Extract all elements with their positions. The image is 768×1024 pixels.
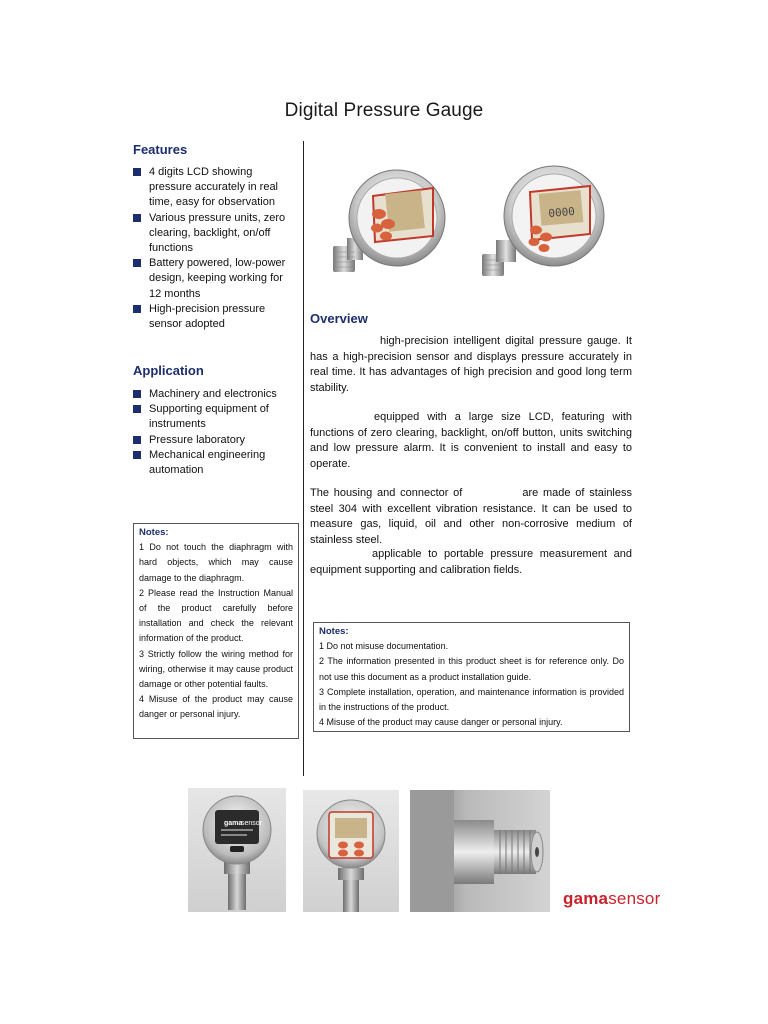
list-item: Mechanical engineering automation: [133, 448, 295, 478]
gauge-back-photo: [188, 788, 286, 912]
bullet-square-icon: [133, 305, 141, 313]
note-item: 4 Misuse of the product may cause danger or personal injury.: [319, 717, 563, 728]
application-heading: Application: [133, 363, 204, 378]
notes-heading: Notes:: [319, 626, 349, 637]
notes-heading: Notes:: [139, 527, 169, 538]
overview-paragraph-4: applicable to portable pressure measurement and equipment supporting and calibration fields.: [310, 548, 632, 576]
bullet-square-icon: [133, 436, 141, 444]
note-item: 2 Please read the Instruction Manual of the product carefully before installation and check the relevant information of the product.: [139, 587, 293, 644]
list-item: Machinery and electronics: [133, 387, 295, 402]
note-item: 1 Do not misuse documentation.: [319, 641, 449, 652]
label-sensor: sensor: [241, 820, 263, 827]
page-title: Digital Pressure Gauge: [284, 100, 484, 121]
bullet-square-icon: [133, 451, 141, 459]
overview-paragraph-1: high-precision intelligent digital pressure gauge. It has a high-precision sensor and displays pressure accurately in real time. It has advantages of high precision and good long term stability.: [310, 335, 632, 394]
list-item: Pressure laboratory: [133, 433, 295, 448]
list-item: High-precision pressure sensor adopted: [133, 302, 295, 332]
label-brand: gama: [224, 820, 243, 827]
brand-logo: gamasensor: [563, 889, 661, 908]
bullet-square-icon: [133, 405, 141, 413]
bullet-square-icon: [133, 390, 141, 398]
overview-paragraph-2: equipped with a large size LCD, featuring with functions of zero clearing, backlight, on/off button, units switching and low pressure alarm. It is convenient to install and easy to operate.: [310, 411, 632, 470]
note-item: 3 Strictly follow the wiring method for wiring, otherwise it may cause product damage or other potential faults.: [139, 648, 293, 690]
connector-closeup-photo: [410, 790, 550, 912]
gauge-photo-2: [478, 162, 608, 277]
note-item: 3 Complete installation, operation, and maintenance information is provided in the instructions of the product.: [319, 686, 624, 713]
bullet-square-icon: [133, 168, 141, 176]
note-item: 1 Do not touch the diaphragm with hard objects, which may cause damage to the diaphragm.: [139, 542, 293, 583]
list-item: Supporting equipment of instruments: [133, 402, 295, 432]
note-item: 4 Misuse of the product may cause danger or personal injury.: [139, 694, 293, 720]
note-item: 2 The information presented in this product sheet is for reference only. Do not use this document as a product installation guide.: [319, 656, 624, 682]
features-heading: Features: [133, 142, 188, 157]
features-list: [133, 165, 295, 332]
notes-box-left: [133, 523, 299, 739]
column-divider: [303, 141, 304, 776]
list-item: 4 digits LCD showing pressure accurately in real time, easy for observation: [133, 165, 295, 211]
overview-heading: Overview: [310, 311, 368, 326]
gauge-photo-1: [325, 168, 450, 278]
overview-paragraph-3: The housing and connector of are made of stainless steel 304 with excellent vibration resistance. It can be used to measure gas, liquid, oil and other non-corrosive medium of stainless steel.: [310, 487, 632, 546]
notes-box-right: [313, 622, 630, 732]
gauge-front-photo: [303, 790, 399, 912]
list-item: Battery powered, low-power design, keeping working for 12 months: [133, 256, 295, 302]
application-list: [133, 387, 295, 478]
bullet-square-icon: [133, 259, 141, 267]
bullet-square-icon: [133, 214, 141, 222]
list-item: Various pressure units, zero clearing, backlight, on/off functions: [133, 211, 295, 257]
lcd-display: 0000: [547, 204, 576, 221]
